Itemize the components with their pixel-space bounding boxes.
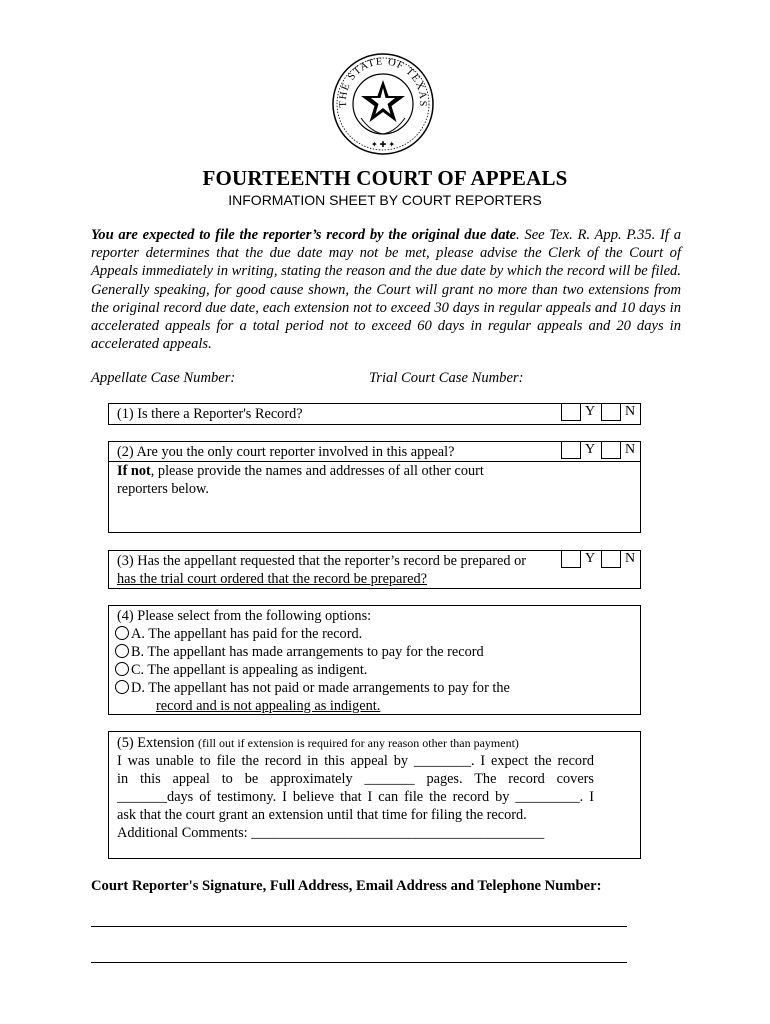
yes-label: Y bbox=[585, 551, 596, 566]
question-2-note-bold: If not bbox=[117, 463, 151, 479]
question-3-line2: has the trial court ordered that the record be prepared? bbox=[117, 571, 428, 587]
option-d-continuation: record and is not appealing as indigent. bbox=[156, 698, 381, 714]
question-1-box bbox=[108, 403, 641, 425]
svg-text:✦ ✚ ✦: ✦ ✚ ✦ bbox=[370, 140, 396, 149]
question-2-note-text: , please provide the names and addresses of all other court bbox=[150, 463, 484, 479]
yes-label: Y bbox=[585, 442, 596, 457]
question-2-note bbox=[117, 462, 484, 498]
page-title: FOURTEENTH COURT OF APPEALS bbox=[202, 166, 568, 190]
question-1-text: (1) Is there a Reporter's Record? bbox=[117, 406, 303, 422]
option-a-label: A. The appellant has paid for the record. bbox=[131, 626, 363, 642]
question-4-option-c[interactable] bbox=[115, 661, 367, 679]
question-4-box bbox=[108, 605, 641, 715]
question-2-note-line2: reporters below. bbox=[117, 481, 209, 497]
option-b-label: B. The appellant has made arrangements to pay for the record bbox=[131, 644, 484, 660]
page-subtitle: INFORMATION SHEET BY COURT REPORTERS bbox=[228, 192, 542, 208]
question-2-yes-no bbox=[561, 441, 641, 461]
question-5-line1: I was unable to file the record in this appeal by ________. I expect the record bbox=[117, 753, 594, 769]
appellate-case-number-label: Appellate Case Number: bbox=[91, 370, 236, 386]
yes-label: Y bbox=[585, 404, 596, 419]
question-1-yes-checkbox[interactable] bbox=[561, 403, 581, 421]
question-2-yes-checkbox[interactable] bbox=[561, 441, 581, 459]
question-3-yes-checkbox[interactable] bbox=[561, 550, 581, 568]
question-4-option-a[interactable] bbox=[115, 625, 362, 643]
question-3-yes-no bbox=[561, 550, 641, 570]
question-3-text bbox=[117, 552, 526, 588]
question-5-line3: _______days of testimony. I believe that I can file the record by _________. I bbox=[117, 789, 594, 805]
question-4-heading: (4) Please select from the following options: bbox=[117, 608, 372, 624]
question-3-no-checkbox[interactable] bbox=[601, 550, 621, 568]
no-label: N bbox=[625, 442, 636, 457]
option-d-radio[interactable] bbox=[115, 680, 129, 694]
question-5-box bbox=[108, 731, 641, 859]
option-c-radio[interactable] bbox=[115, 662, 129, 676]
no-label: N bbox=[625, 404, 636, 419]
trial-case-number-label: Trial Court Case Number: bbox=[369, 370, 524, 386]
question-3-line1: (3) Has the appellant requested that the reporter’s record be prepared or bbox=[117, 553, 526, 569]
question-5-line4: ask that the court grant an extension until that time for filing the record. bbox=[117, 807, 527, 823]
option-b-radio[interactable] bbox=[115, 644, 129, 658]
option-d-label: D. The appellant has not paid or made arrangements to pay for the bbox=[131, 680, 510, 696]
instructions-paragraph bbox=[91, 226, 681, 353]
signature-heading: Court Reporter's Signature, Full Address, Email Address and Telephone Number: bbox=[91, 878, 602, 894]
instructions-body: . See Tex. R. App. P.35. If a reporter determines that the due date may not be met, please advise the Clerk of the Court of Appeals immediately in writing, stating the reason and the due date by which the record will be filed. Generally speaking, for good cause shown, the Court will grant no more than two extensions from the original record due date, each extension not to exceed 30 days in regular appeals and 10 days in accelerated appeals for a total period not to exceed 60 days in regular appeals and 20 days in accelerated appeals. bbox=[91, 227, 681, 353]
option-c-label: C. The appellant is appealing as indigent. bbox=[131, 662, 368, 678]
question-4-option-d[interactable] bbox=[115, 679, 510, 697]
instructions-lead: You are expected to file the reporter’s record by the original due date bbox=[91, 227, 517, 243]
no-label: N bbox=[625, 551, 636, 566]
signature-line-1[interactable] bbox=[91, 926, 627, 927]
question-2-box bbox=[108, 441, 641, 533]
question-4-option-b[interactable] bbox=[115, 643, 484, 661]
texas-seal bbox=[331, 52, 435, 156]
question-2-no-checkbox[interactable] bbox=[601, 441, 621, 459]
question-5-body bbox=[117, 752, 594, 842]
question-5-line2: in this appeal to be approximately _______ pages. The record covers bbox=[117, 771, 594, 787]
star-seal-icon bbox=[331, 52, 435, 156]
option-a-radio[interactable] bbox=[115, 626, 129, 640]
question-5-heading bbox=[117, 734, 519, 752]
question-5-title: (5) Extension bbox=[117, 735, 195, 751]
question-1-no-checkbox[interactable] bbox=[601, 403, 621, 421]
question-5-line5: Additional Comments: _________________________________________ bbox=[117, 825, 545, 841]
question-3-box bbox=[108, 550, 641, 589]
signature-line-2[interactable] bbox=[91, 962, 627, 963]
other-reporters-field[interactable] bbox=[109, 500, 640, 532]
question-1-yes-no bbox=[561, 403, 641, 423]
question-5-note: (fill out if extension is required for any reason other than payment) bbox=[198, 736, 519, 750]
question-2-text: (2) Are you the only court reporter involved in this appeal? bbox=[117, 444, 455, 460]
seal-text: THE STATE OF TEXAS bbox=[337, 56, 429, 108]
